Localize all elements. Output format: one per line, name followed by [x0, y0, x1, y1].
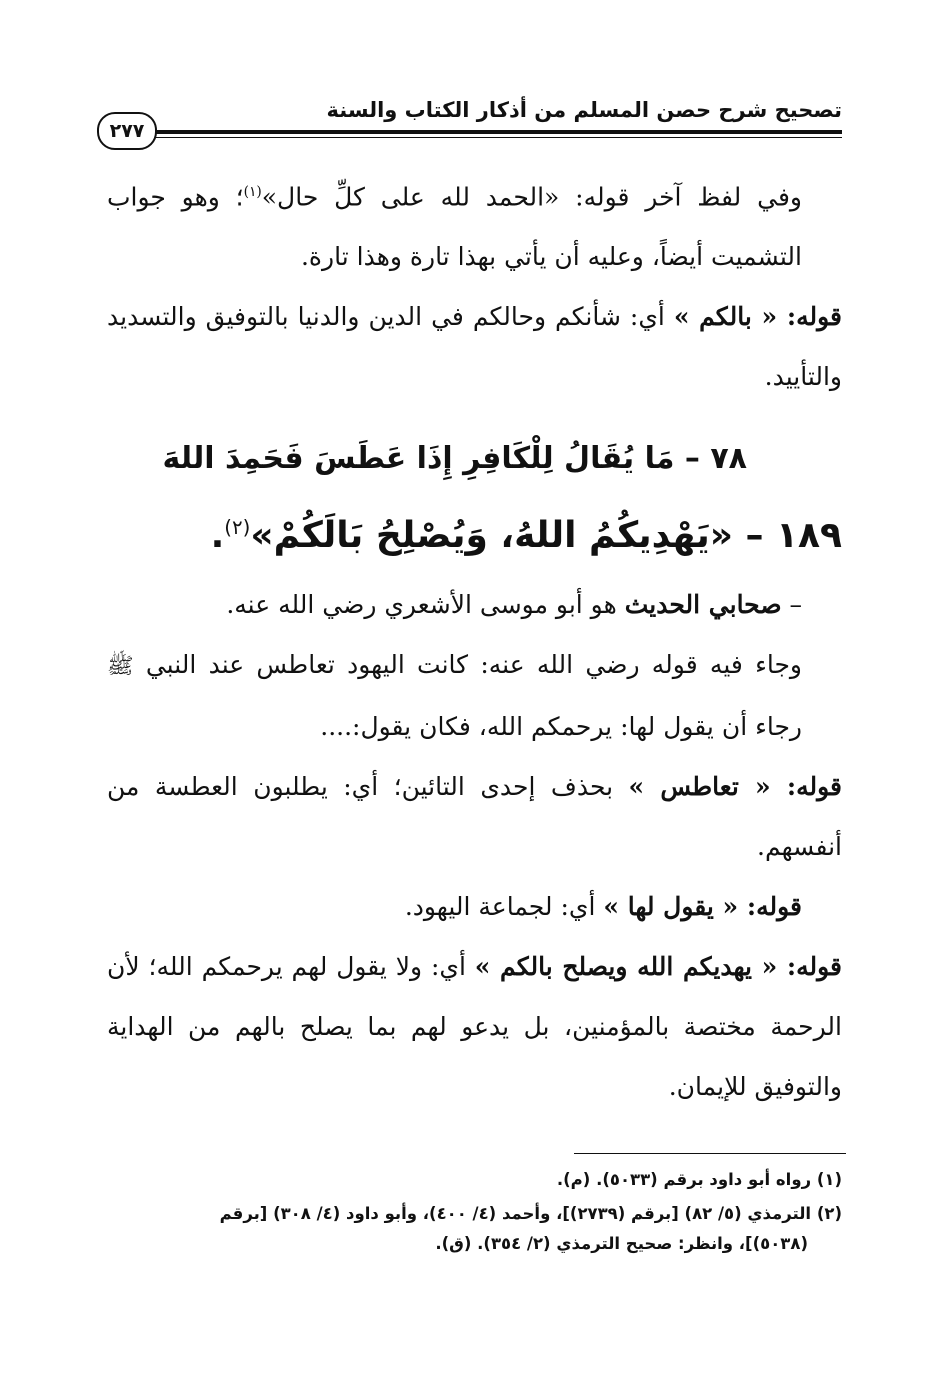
footnote-separator: [574, 1153, 846, 1154]
footnote-2-line-1: (٢) الترمذي (٥/ ٨٢) [برقم (٢٧٣٩)]، وأحمد (٤/ ٤٠٠)، وأبو داود (٤/ ٣٠٨) [برقم: [219, 1204, 842, 1223]
term-label: قوله: « بالكم »: [673, 302, 842, 332]
term-label: صحابي الحديث: [624, 590, 782, 620]
paragraph-companion: [107, 575, 842, 635]
paragraph-yaqulu-laha: [107, 877, 842, 937]
dash: –: [781, 590, 802, 620]
paragraph-text: أي: لجماعة اليهود.: [404, 892, 604, 922]
paragraph-text: أي: شأنكم وحالكم في الدين والدنيا بالتوفيق والتسديد والتأييد.: [107, 302, 842, 392]
paragraph-narration: [107, 635, 842, 757]
paragraph-text: أي: ولا يقول لهم يرحمكم الله؛ لأن الرحمة مختصة بالمؤمنين، بل يدعو لهم بما يصلح بالهم من الهداية والتوفيق للإيمان.: [107, 952, 842, 1102]
main-text: [107, 162, 842, 1117]
footnote-2: [107, 1199, 842, 1259]
paragraph-text: وفي لفظ آخر قوله: «الحمد لله على كلِّ حال»: [261, 182, 802, 212]
paragraph-text: رجاء أن يقول لها: يرحمكم الله، فكان يقول:....: [320, 712, 802, 742]
paragraph-balakum: [107, 287, 842, 407]
paragraph-taatas: [107, 757, 842, 877]
footnote-ref-1[interactable]: (١): [243, 184, 262, 200]
hadith-body: ١٨٩ – «يَهْدِيكُمُ اللهُ، وَيُصْلِحُ بَالَكُمْ»: [250, 515, 842, 557]
hadith-end: .: [210, 515, 225, 557]
footnotes: [107, 1165, 842, 1263]
term-label: قوله: « تعاطس »: [628, 772, 843, 802]
paragraph-text: هو أبو موسى الأشعري رضي الله عنه.: [226, 590, 625, 620]
paragraph-yahdikum: [107, 937, 842, 1117]
term-label: قوله: « يهديكم الله ويصلح بالكم »: [474, 952, 842, 982]
header-rule: [150, 130, 842, 138]
footnote-2-line-2: (٥٠٣٨)]، وانظر: صحيح الترمذي (٢/ ٣٥٤). (ق).: [435, 1234, 808, 1253]
paragraph-text: بحذف إحدى التائين؛ أي: يطلبون العطسة من أنفسهم.: [107, 772, 842, 862]
running-header-title: تصحيح شرح حصن المسلم من أذكار الكتاب والسنة: [326, 98, 842, 122]
paragraph-text: وجاء فيه قوله رضي الله عنه: كانت اليهود تعاطس عند النبي: [145, 650, 802, 680]
paragraph-alternate-wording: [107, 162, 842, 287]
footnote-ref-2[interactable]: (٢): [224, 516, 251, 540]
chapter-heading: ٧٨ – مَا يُقَالُ لِلْكَافِرِ إِذَا عَطَسَ فَحَمِدَ اللهَ: [162, 441, 747, 477]
footnote-1: (١) رواه أبو داود برقم (٥٠٣٣). (م).: [556, 1170, 842, 1189]
hadith-text: [107, 493, 842, 571]
paragraph-text: ؛ وهو جواب التشميت أيضاً، وعليه أن يأتي بهذا تارة وهذا تارة.: [107, 182, 802, 272]
salutation-mark: ﷺ: [107, 654, 134, 680]
term-label: قوله: « يقول لها »: [603, 892, 802, 922]
page-number-badge: ٢٧٧: [97, 112, 157, 150]
